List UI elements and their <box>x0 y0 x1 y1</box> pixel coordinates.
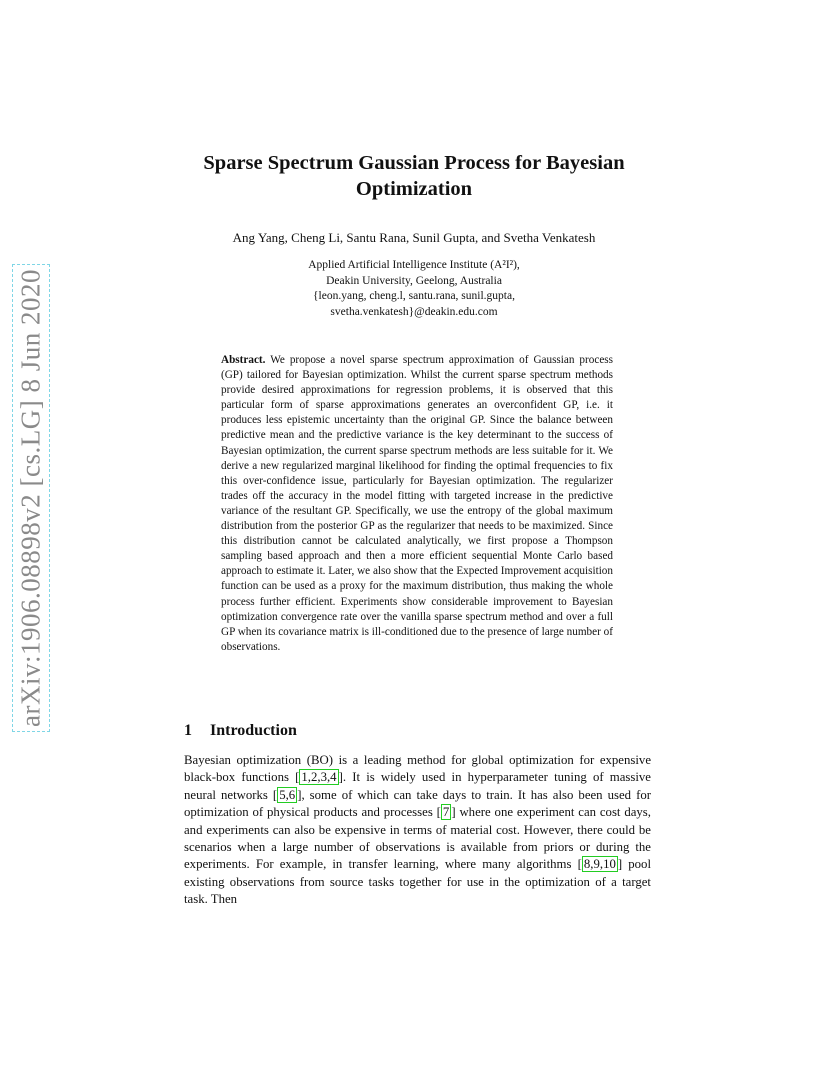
affiliation <box>170 258 658 320</box>
intro-text: where one experiment can cost days, and experiments can also be expensive in terms of material cost. However, there could be scenarios when a large number of observations is available from priors or during the experiments. For example, in transfer learning, where many algorithms <box>184 805 651 872</box>
paper-title <box>170 150 658 202</box>
intro-text: pool existing observations from source tasks together for use in the optimization of a target task. Then <box>184 857 651 907</box>
introduction-paragraph: Bayesian optimization (BO) is a leading method for global optimization for expensive black-box functions [ 1,2,3,4 ]. It is widely used in hyperparameter tuning of massive neural networks [ 5,6 ], some of which can take days to train. It has also been used for optimization of physical products and processes [ 7 ] where one experiment can cost days, and experiments can also be expensive in terms of material cost. However, there could be scenarios when a large number of observations is available from priors or during the experiments. For example, in transfer learning, where many algorithms [ 8,9,10 ] pool existing observations from source tasks together for use in the optimization of a target task. Then <box>184 753 651 907</box>
title-line-2: Optimization <box>355 178 473 200</box>
intro-text: . It is widely used in hyperparameter tuning of massive neural networks <box>184 770 651 802</box>
intro-text: , some of which can take days to train. It has also been used for optimization of physical products and processes <box>184 787 651 820</box>
affiliation-line-3: {leon.yang, cheng.l, santu.rana, sunil.gupta, <box>313 290 515 303</box>
intro-text: Bayesian optimization (BO) is a leading method for global optimization for expensive black-box functions <box>184 753 651 785</box>
affiliation-line-1: Applied Artificial Intelligence Institute (A²I²), <box>308 259 520 271</box>
author-list: Ang Yang, Cheng Li, Santu Rana, Sunil Gupta, and Svetha Venkatesh <box>232 230 596 245</box>
citation-link[interactable]: 8,9,10 <box>583 857 616 872</box>
arxiv-identifier: arXiv:1906.08898v2 [cs.LG] 8 Jun 2020 <box>15 269 46 727</box>
arxiv-identifier-box <box>12 264 50 732</box>
citation-link[interactable]: 5,6 <box>279 787 296 802</box>
section-title: Introduction <box>210 722 297 739</box>
abstract-label: Abstract. <box>221 354 266 366</box>
citation-link[interactable]: 1,2,3,4 <box>301 770 337 785</box>
abstract <box>221 353 613 655</box>
affiliation-line-4: svetha.venkatesh}@deakin.edu.com <box>330 305 498 318</box>
citation-link[interactable]: 7 <box>442 805 450 820</box>
section-number: 1 <box>184 722 192 739</box>
abstract-text: We propose a novel sparse spectrum approximation of Gaussian process (GP) tailored for Bayesian optimization. Whilst the current sparse spectrum methods provide desired approximations for regression problems, it is observed that this particular form of sparse approximations generates an overconfident GP, i.e. it produces less epistemic uncertainty than the original GP. Since the balance between predictive mean and the predictive variance is the key determinant to the success of Bayesian optimization, the current sparse spectrum methods are less suitable for it. We derive a new regularized marginal likelihood for finding the optimal frequencies to fix this over-confidence issue, particularly for Bayesian optimization. The regularizer trades off the accuracy in the model fitting with targeted increase in the predictive variance of the resultant GP. Specifically, we use the entropy of the global maximum distribution from the posterior GP as the regularizer that needs to be maximized. Since this distribution cannot be calculated analytically, we first propose a Thompson sampling based approach and then a more efficient sequential Monte Carlo based approach to estimate it. Later, we also show that the Expected Improvement acquisition function can be used as a proxy for the maximum distribution, thus making the whole process further efficient. Experiments show considerable improvement to Bayesian optimization convergence rate over the vanilla sparse spectrum method and over a full GP when its covariance matrix is ill-conditioned due to the presence of large number of observations. <box>221 354 613 653</box>
title-line-1: Sparse Spectrum Gaussian Process for Bayesian <box>203 152 625 174</box>
section-heading <box>184 722 297 740</box>
affiliation-line-2: Deakin University, Geelong, Australia <box>326 274 502 287</box>
